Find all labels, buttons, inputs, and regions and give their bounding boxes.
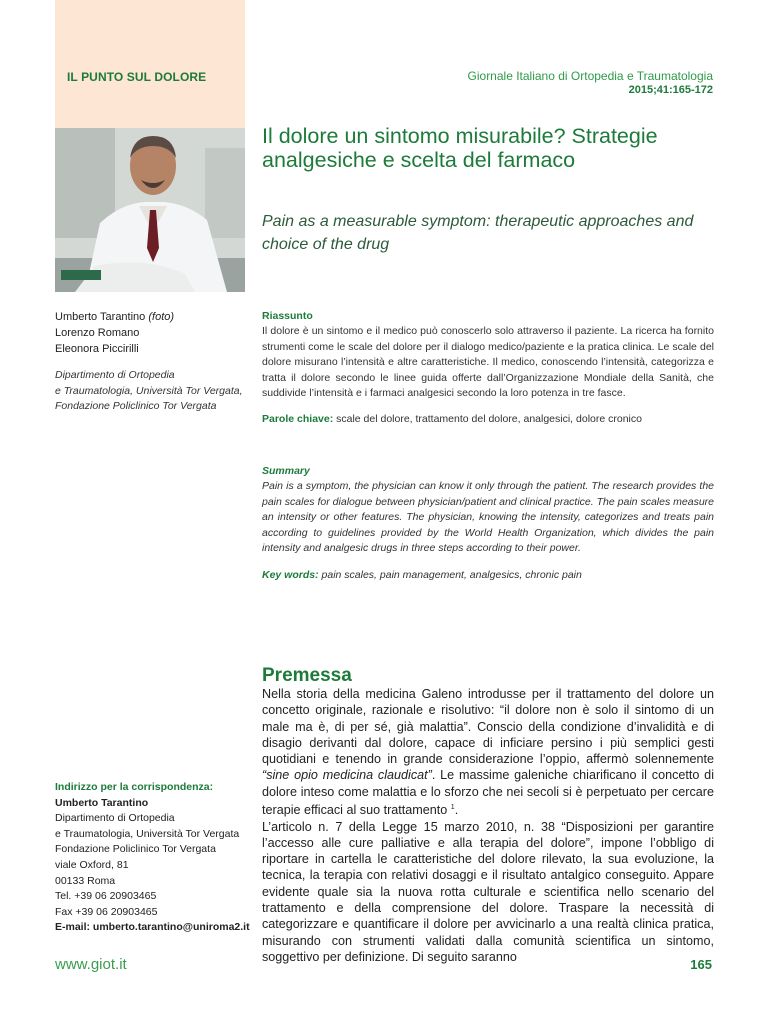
premessa-p1-a: Nella storia della medicina Galeno introdusse per il trattamento del dolore un concetto originale, razionale e risolutivo: “il dolore non è solo il sintomo di un male ma è, di per sé, già malattia”. Conscio della condizione d’invalidità e di disagio derivanti dal dolore, capace di inficiare persino i più semplici gesti quotidiani e tenendo in grande considerazione l’oppio, affermò solennemente (262, 687, 714, 767)
author-1 (55, 309, 250, 325)
premessa-paragraph-1 (262, 686, 714, 819)
correspondence-address (55, 780, 255, 936)
page-number: 165 (690, 957, 712, 972)
journal-reference: 2015;41:165-172 (628, 84, 713, 96)
summary-heading: Summary (262, 465, 310, 477)
author-1-note: (foto) (148, 311, 175, 323)
riassunto-section (262, 309, 714, 401)
correspondence-line-1: Dipartimento di Ortopedia (55, 812, 175, 825)
premessa-p1-ref: 1 (450, 804, 455, 812)
premessa-p1-b: . Le massime galeniche chiarificano il concetto di dolore inteso come malattia e lo sforzo che nei secoli si è perpetuato per cercare terapie efficaci al suo trattamento (262, 768, 714, 818)
correspondence-heading: Indirizzo per la corrispondenza: (55, 781, 214, 793)
author-photo (55, 128, 245, 292)
premessa-p1-end: . (454, 803, 459, 818)
author-affiliation (55, 368, 250, 415)
premessa-heading: Premessa (262, 665, 352, 686)
correspondence-line-2: e Traumatologia, Università Tor Vergata (55, 827, 240, 840)
correspondence-line-4: viale Oxford, 81 (55, 858, 129, 871)
journal-name: Giornale Italiano di Ortopedia e Traumatologia (467, 69, 713, 83)
author-list (55, 309, 250, 357)
parole-chiave-text: scale del dolore, trattamento del dolore, analgesici, dolore cronico (333, 413, 642, 425)
affiliation-line-1: Dipartimento di Ortopedia (55, 369, 175, 381)
riassunto-text: Il dolore è un sintomo e il medico può conoscerlo solo attraverso il paziente. La ricerca ha fornito strumenti come le scale del dolore per il dialogo medico/paziente e la pratica clinica. Le scale del dolore misurano l’intensità e altre caratteristiche. Il medico, conoscendo l’intensità, categorizza e tratta il dolore secondo le linee guida offerte dall’Organizzazione Mondiale della Sanità, che suddivide l’intensità e i farmaci analgesici secondo la loro potenza in tre fasce. (262, 325, 714, 400)
correspondence-line-3: Fondazione Policlinico Tor Vergata (55, 843, 216, 856)
author-portrait-graphic (55, 128, 245, 292)
summary-section (262, 464, 714, 556)
premessa-paragraph-2: L’articolo n. 7 della Legge 15 marzo 2010, n. 38 “Disposizioni per garantire l’accesso alle cure palliative e alla terapia del dolore”, impone l’obbligo di riportare in cartella le caratteristiche del dolore rilevato, la sua evoluzione, la tecnica, la terapia con relativi dosaggi e il risultato antalgico conseguito. Appare evidente quale sia la nuova rotta culturale e scientifica nello scenario del trattamento e della comprensione del dolore. Traspare la necessità di categorizzare e quantificare il dolore per avvicinarlo a una realtà clinica pratica, misurando con strumenti validati dalla comunità scientifica un sintomo, soggettivo per definizione. Di seguito saranno (262, 819, 714, 964)
riassunto-heading: Riassunto (262, 310, 313, 322)
author-1-name: Umberto Tarantino (55, 311, 146, 323)
affiliation-line-3: Fondazione Policlinico Tor Vergata (55, 400, 217, 412)
correspondence-name: Umberto Tarantino (55, 796, 149, 809)
journal-header (468, 69, 713, 96)
summary-text: Pain is a symptom, the physician can know it only through the patient. The research provides the pain scales for dialogue between physician/patient and clinical practice. The pain scales measure an intensity or other features. The physician, knowing the intensity, categorizes and treats pain according to guidelines provided by the World Health Organization, which divides the pain intensity and analgesic drugs in three steps according to their power. (262, 480, 714, 555)
correspondence-tel: Tel. +39 06 20903465 (55, 890, 157, 903)
key-words-text: pain scales, pain management, analgesics, chronic pain (318, 569, 582, 581)
parole-chiave-label: Parole chiave: (262, 413, 334, 425)
correspondence-fax: Fax +39 06 20903465 (55, 905, 158, 918)
article-subtitle: Pain as a measurable symptom: therapeutic approaches and choice of the drug (262, 213, 694, 253)
affiliation-line-2: e Traumatologia, Università Tor Vergata, (55, 384, 243, 397)
footer-url[interactable]: www.giot.it (55, 956, 127, 973)
premessa-body (262, 686, 714, 965)
correspondence-line-5: 00133 Roma (55, 874, 116, 887)
parole-chiave (262, 412, 714, 427)
premessa-p1-quote: “sine opio medicina claudicat” (262, 768, 432, 783)
correspondence-email[interactable]: E-mail: umberto.tarantino@uniroma2.it (55, 921, 250, 934)
key-words-label: Key words: (262, 569, 319, 581)
section-tag: IL PUNTO SUL DOLORE (67, 70, 207, 84)
article-title: Il dolore un sintomo misurabile? Strategie analgesiche e scelta del farmaco (262, 124, 658, 172)
key-words (262, 568, 714, 583)
author-2: Lorenzo Romano (55, 327, 140, 339)
author-3: Eleonora Piccirilli (55, 343, 139, 355)
